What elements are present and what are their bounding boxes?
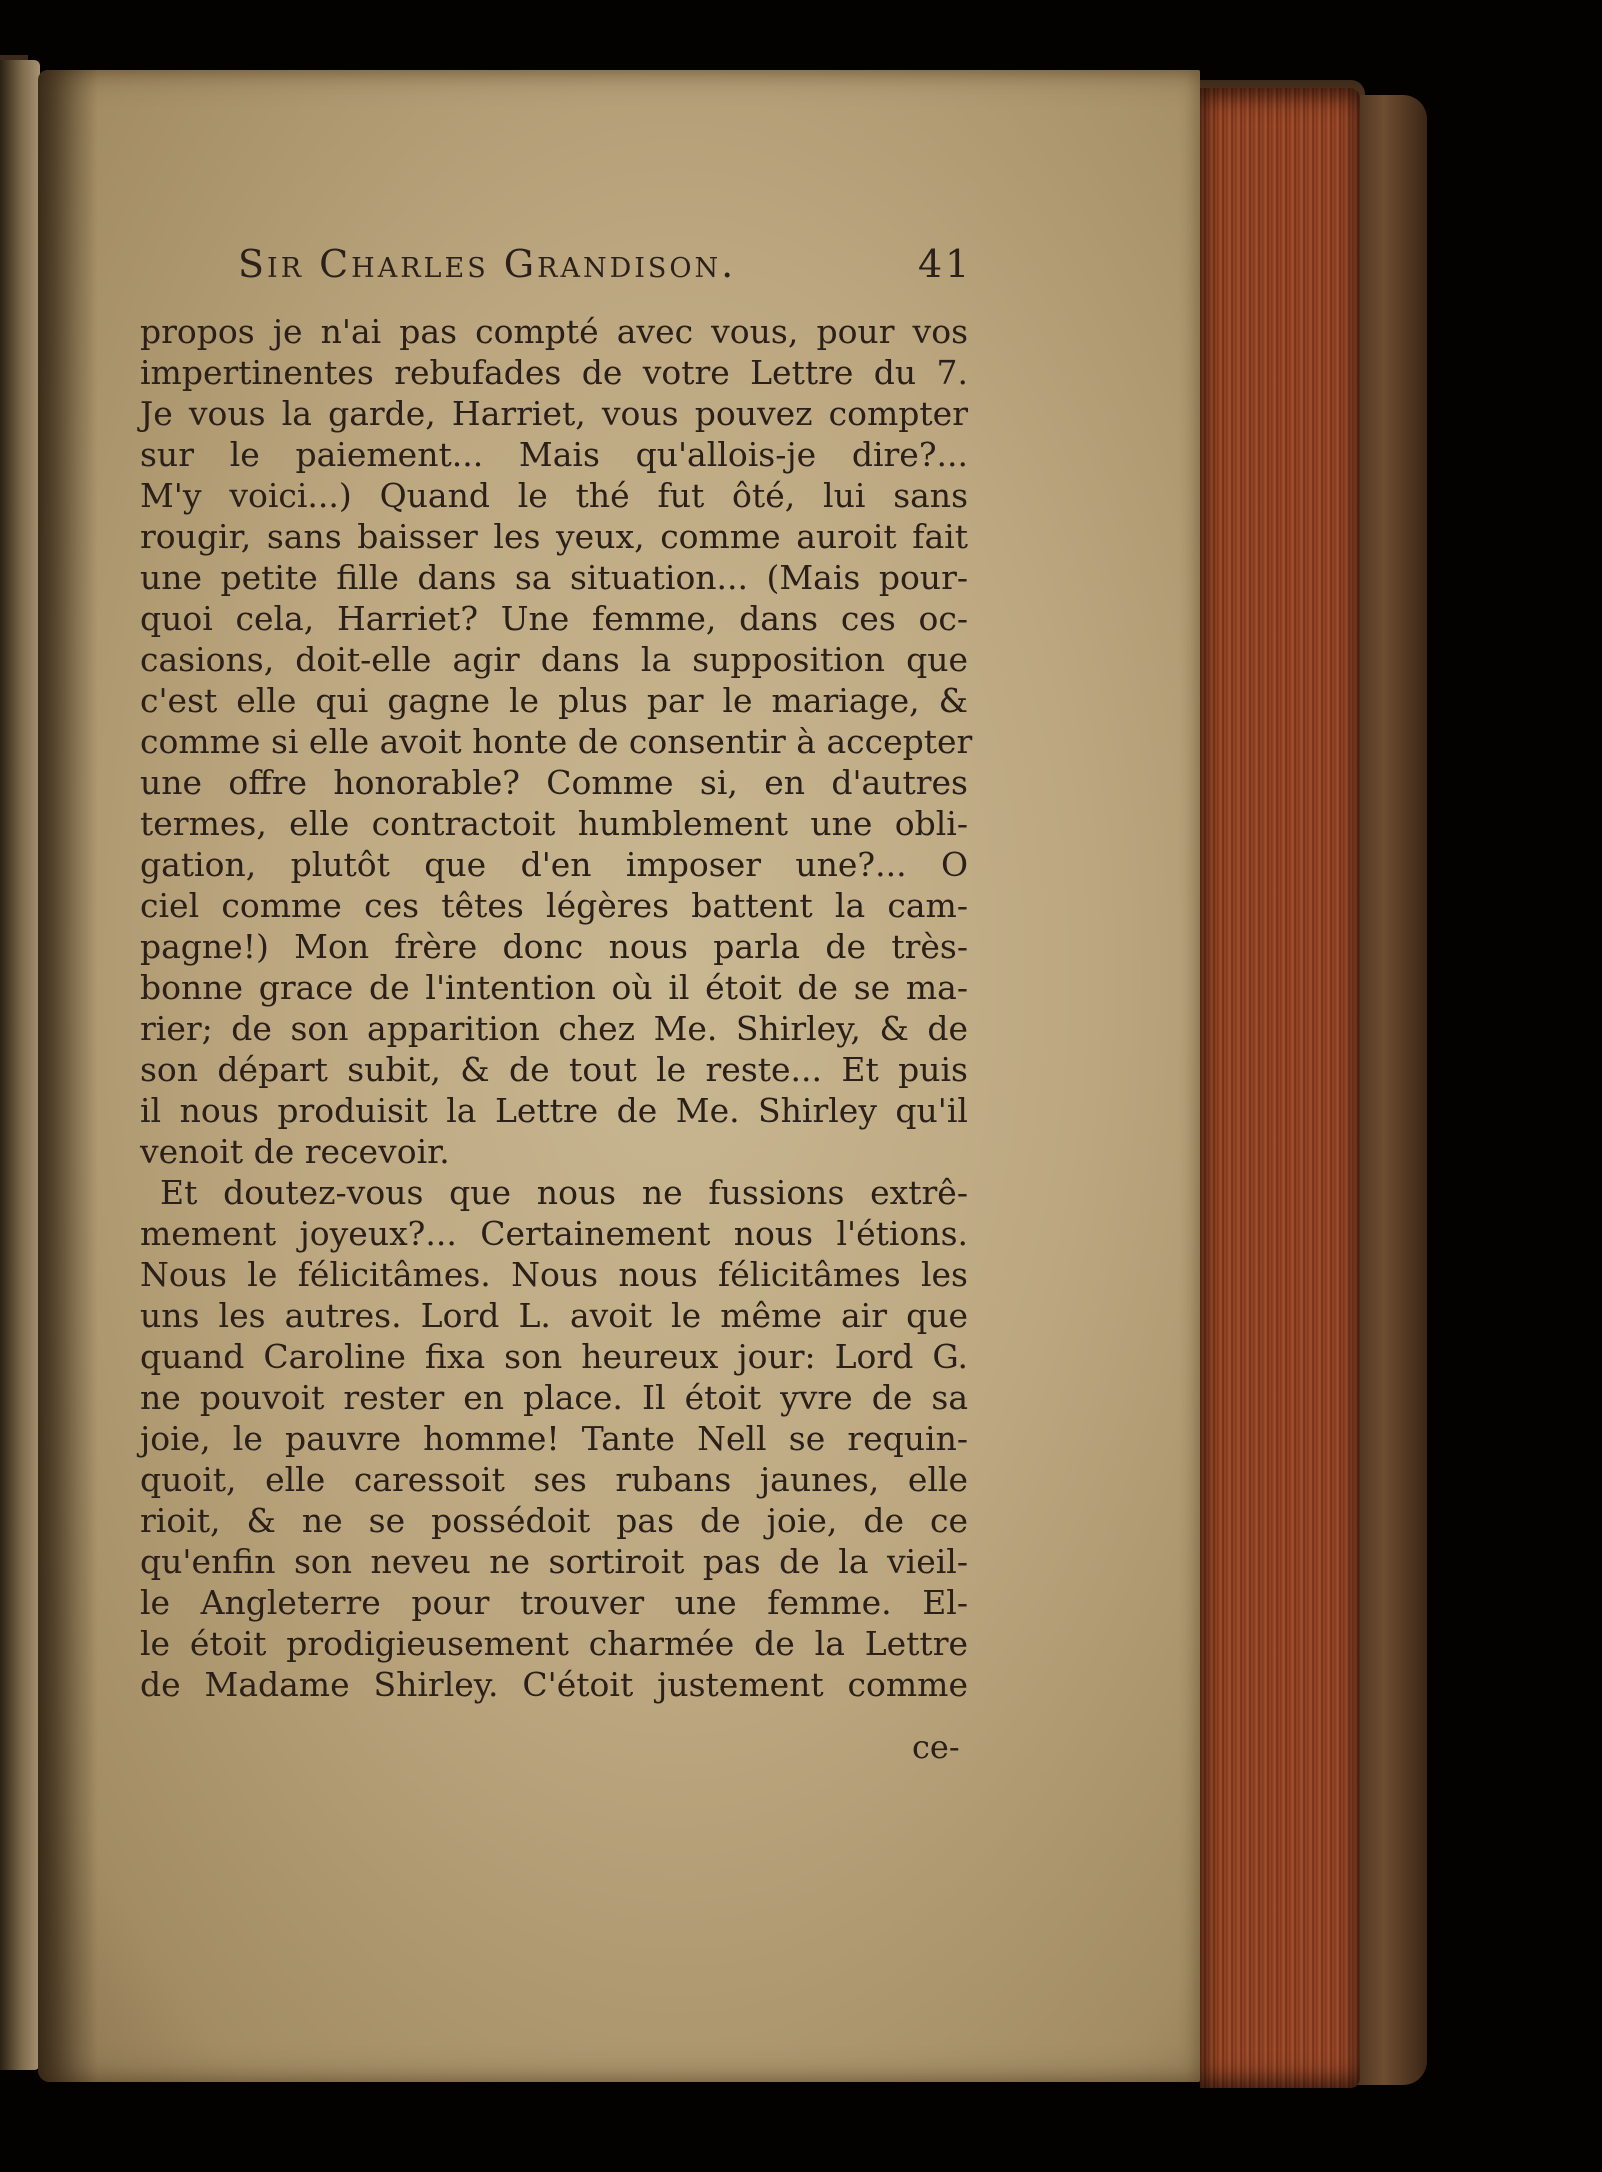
catchword: ce- — [912, 1728, 960, 1766]
text-line: sur le paiement... Mais qu'allois-je dire?... — [140, 435, 968, 474]
running-head-title: Sir Charles Grandison. — [238, 242, 737, 286]
text-line: comme si elle avoit honte de consentir à accepter — [140, 722, 973, 761]
text-line: le Angleterre pour trouver une femme. El- — [140, 1583, 968, 1622]
text-line: une offre honorable? Comme si, en d'autres — [140, 763, 968, 802]
text-line: rioit, & ne se possédoit pas de joie, de ce — [140, 1501, 968, 1540]
running-head — [238, 242, 998, 302]
text-line: propos je n'ai pas compté avec vous, pour vos — [140, 312, 968, 351]
back-cover-edge — [1355, 95, 1427, 2085]
text-line: quand Caroline fixa son heureux jour: Lord G. — [140, 1337, 968, 1376]
text-line: venoit de recevoir. — [140, 1132, 450, 1171]
text-line: c'est elle qui gagne le plus par le mariage, & — [140, 681, 968, 720]
text-line: quoi cela, Harriet? Une femme, dans ces oc- — [140, 599, 968, 638]
text-line: Nous le félicitâmes. Nous nous félicitâmes les — [140, 1255, 968, 1294]
text-line: ne pouvoit rester en place. Il étoit yvre de sa — [140, 1378, 968, 1417]
text-line: joie, le pauvre homme! Tante Nell se requin- — [140, 1419, 968, 1458]
text-line: termes, elle contractoit humblement une obli- — [140, 804, 968, 843]
text-line: son départ subit, & de tout le reste... Et puis — [140, 1050, 968, 1089]
text-line: mement joyeux?... Certainement nous l'étions. — [140, 1214, 968, 1253]
text-line: uns les autres. Lord L. avoit le même air que — [140, 1296, 968, 1335]
left-page-edge — [0, 60, 40, 2070]
text-line: rougir, sans baisser les yeux, comme auroit fait — [140, 517, 968, 556]
text-line: le étoit prodigieusement charmée de la Lettre — [140, 1624, 968, 1663]
fore-edge-pages — [1200, 88, 1360, 2088]
text-line: bonne grace de l'intention où il étoit de se ma- — [140, 968, 968, 1007]
text-line: il nous produisit la Lettre de Me. Shirley qu'il — [140, 1091, 968, 1130]
text-line: gation, plutôt que d'en imposer une?... O — [140, 845, 968, 884]
text-line: quoit, elle caressoit ses rubans jaunes, elle — [140, 1460, 968, 1499]
page-gutter-shadow — [38, 70, 98, 2082]
text-line: rier; de son apparition chez Me. Shirley, & de — [140, 1009, 968, 1048]
text-line: qu'enfin son neveu ne sortiroit pas de la vieil- — [140, 1542, 968, 1581]
text-line: Je vous la garde, Harriet, vous pouvez compter — [140, 394, 968, 433]
text-line: pagne!) Mon frère donc nous parla de très- — [140, 927, 968, 966]
text-line: une petite fille dans sa situation... (Mais pour- — [140, 558, 968, 597]
text-line: ciel comme ces têtes légères battent la cam- — [140, 886, 968, 925]
text-line: casions, doit-elle agir dans la supposition que — [140, 640, 968, 679]
text-line: de Madame Shirley. C'étoit justement comme — [140, 1665, 968, 1704]
page-number: 41 — [918, 242, 973, 286]
text-line: M'y voici...) Quand le thé fut ôté, lui sans — [140, 476, 968, 515]
text-line: impertinentes rebufades de votre Lettre du 7. — [140, 353, 968, 392]
text-line: Et doutez-vous que nous ne fussions extrê- — [160, 1173, 968, 1212]
